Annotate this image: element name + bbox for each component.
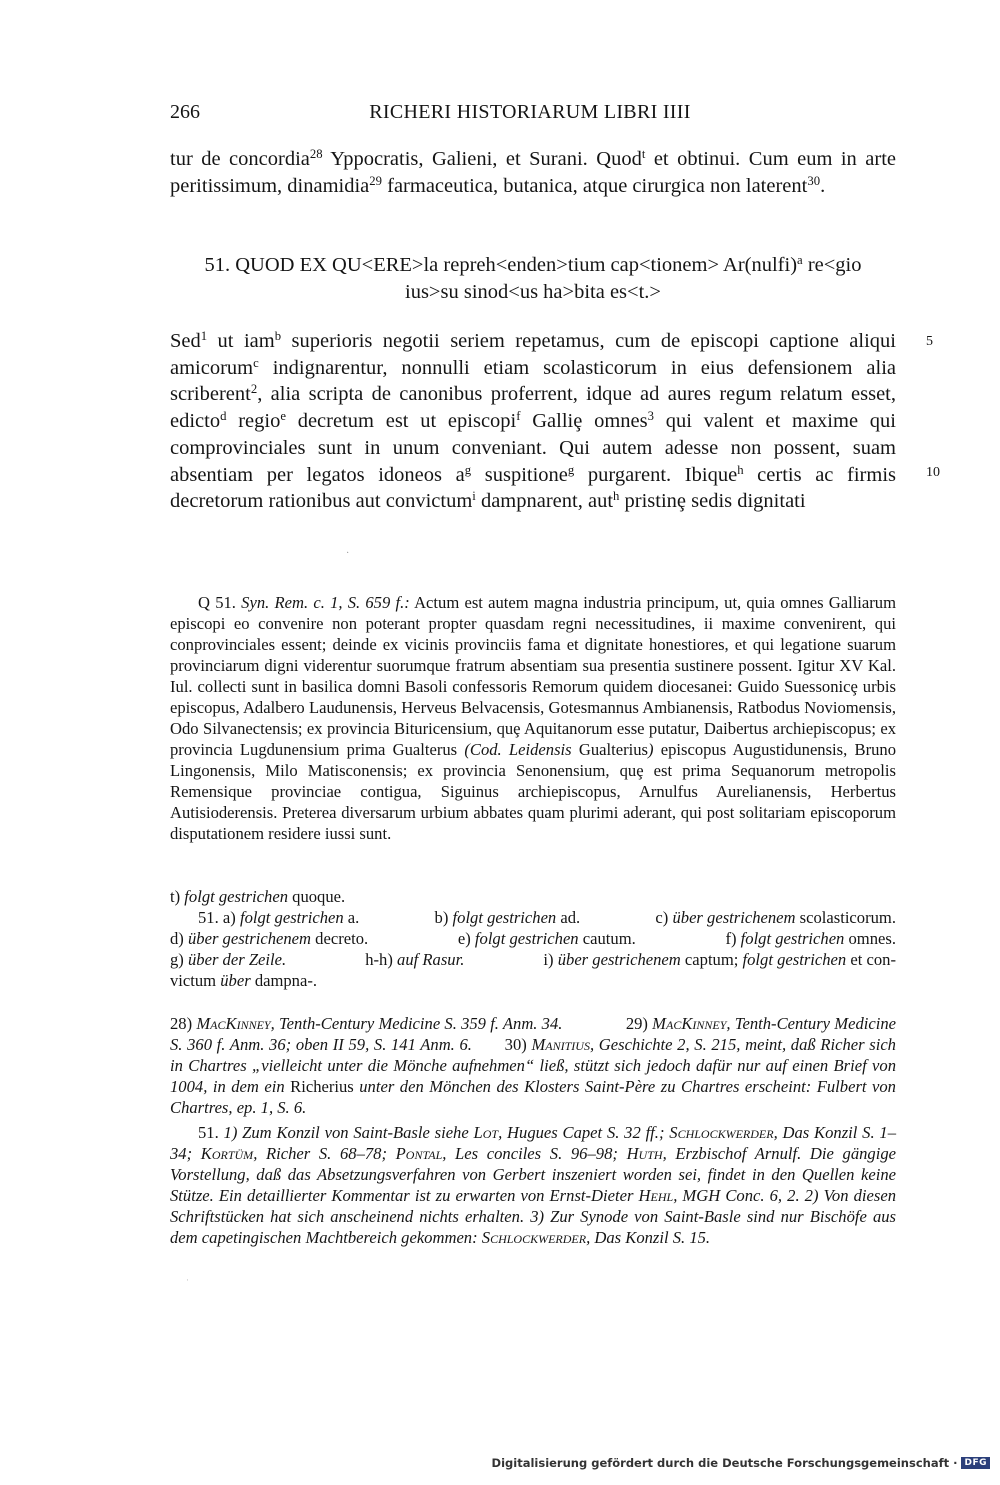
source-note: Q 51. Syn. Rem. c. 1, S. 659 f.: Actum est autem magna industria principum, ut, quia omnes Galliarum episcopi eo convenire non poterant propter quasdam regni necessitudines, ii maxime convenirent, qui conprovinciales essent; deinde ex vicinis provinciis fama et dignitate honestiores, et qui legatione suarum provinciarum digni viderentur suorumque fratrum absentiam sua presentia sustinere possent. Igitur XV Kal. Iul. collecti sunt in basilica domni Basoli confessoris Remorum quidem diocesanei: Guido Suessonicȩ urbis episcopus, Adalbero Laudunensis, Herveus Belvacensis, Gotesmannus Ambianensis, Ratbodus Noviomensis, Odo Silvanectensis; ex provincia Bituricensium, quȩ Aquitanorum esse putatur, Daibertus archiepiscopus; ex provincia Lugdunensium prima Gualterus (Cod. Leidensis Gualterius) episcopus Augustidunensis, Bruno Lingonensis, Milo Matisconensis; ex provincia Senonensium, quȩ est prima Sequanorum metropolis Remensique provinciae contigua, Siguinus archiepiscopus, Arnulfus Aurelianensis, Herbertus Autisioderensis. Preterea diversarum urbium abbates quam plurimi aderant, qui post solitariam episcoporum disputationem residere iussi sunt. [170, 593, 897, 843]
chapter-heading-line-1: 51. QUOD EX QU<ERE>la repreh<enden>tium cap<tionem> Ar(nulfi)$^a$ re<gio [204, 253, 862, 276]
dfg-logo: DFG [961, 1457, 990, 1469]
page-number: 266 [170, 101, 200, 123]
apparatus-row: 51. a) folgt gestrichen a. b) folgt gestrichen ad. c) über gestrichenem scolasticorum. [198, 908, 896, 927]
commentary-notes [170, 1013, 896, 1248]
line-number-5: 5 [926, 334, 933, 349]
apparatus-row: g) über der Zeile. h-h) auf Rasur. i) über gestrichenem captum; folgt gestrichen et con- [170, 950, 896, 969]
dfg-footer [492, 1456, 990, 1470]
running-title: RICHERI HISTORIARUM LIBRI IIII [369, 101, 691, 123]
intro-paragraph: tur de concordia$^{28}$ Yppocratis, Galieni, et Surani. Quod$^t$ et obtinui. Cum eum in arte peritissimum, dinamidia$^{29}$ farmaceutica, butanica, atque cirurgica non laterent$^{30}$. [170, 147, 896, 197]
apparatus-notes-51 [170, 907, 896, 991]
commentary-notes-28-30: 28) MacKinney, Tenth-Century Medicine S. 359 f. Anm. 34. 29) MacKinney, Tenth-Century Medicine S. 360 f. Anm. 36; oben II 59, S. 141 Anm. 6. 30) Manitius, Geschichte 2, S. 215, meint, daß Richer sich in Chartres „vielleicht unter die Mönche aufnehmen“ ließ, stützt sich jedoch dafür nur auf einen Brief von 1004, in dem ein Richerius unter den Mönchen des Klosters Saint-Père zu Chartres erscheint: Fulbert von Chartres, ep. 1, S. 6. [170, 1014, 896, 1117]
faint-mark: · [186, 1275, 189, 1285]
commentary-notes-51: 51. 1) Zum Konzil von Saint-Basle siehe Lot, Hugues Capet S. 32 ff.; Schlockwerder, Das Konzil S. 1–34; Kortüm, Richer S. 68–78; Pontal, Les conciles S. 96–98; Huth, Erzbischof Arnulf. Die gängige Vorstellung, daß das Absetzungsverfahren von Gerbert inszeniert worden sei, findet in den Quellen keine Stütze. Ein detaillierter Kommentar ist zu erwarten von Ernst-Dieter Hehl, MGH Conc. 6, 2. 2) Von diesen Schriftstücken hat sich anscheinend nichts erhalten. 3) Zur Synode von Saint-Basle sind nur Bischöfe aus dem capetingischen Machtbereich gekommen: Schlockwerder, Das Konzil S. 15. [170, 1123, 896, 1247]
apparatus-row: victum über dampna-. [170, 971, 318, 990]
apparatus-row: d) über gestrichenem decreto. e) folgt gestrichen cautum. f) folgt gestrichen omnes. [170, 929, 896, 948]
chapter-heading-line-2: ius>su sinod<us ha>bita es<t.> [405, 281, 661, 303]
chapter-body-text: Sed$^1$ ut iam$^b$ superioris negotii seriem repetamus, cum de episcopi captione aliqui amicorum$^c$ indignarentur, nonnulli etiam scolasticorum in eius defensionem alia scriberent$^2$, alia scripta de canonibus proferrent, idque ad aures regum relatum esset, edicto$^d$ regio$^e$ decretum est ut episcopi$^f$ Galliȩ omnes$^3$ qui valent et maxime qui comprovinciales sunt in unum conveniant. Qui autem adesse non possent, suam absentiam per legatos idoneos $a^g$ suspitione$^g$ purgarent. Ibique$^h$ certis ac firmis decretorum rationibus aut convictum$^i$ dampnarent, aut$^h$ pristinȩ sedis dignitati [170, 329, 896, 513]
stray-mark: · [346, 548, 350, 559]
line-number-10: 10 [926, 465, 940, 480]
footer-text: Digitalisierung gefördert durch die Deutsche Forschungsgemeinschaft · [491, 1456, 958, 1470]
apparatus-note-t: t) folgt gestrichen quoque. [170, 887, 346, 906]
